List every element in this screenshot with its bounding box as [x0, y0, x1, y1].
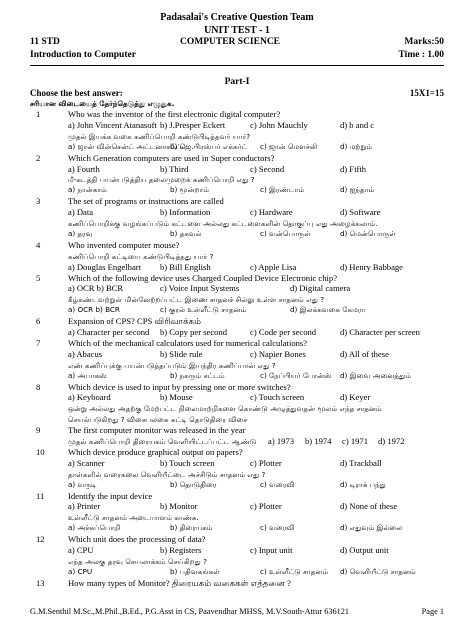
option-2: b) மூன்றாம்: [170, 185, 210, 195]
question-number: 11: [36, 490, 45, 501]
question-text: The first computer monitor was released in the year: [68, 425, 246, 436]
option-2: b) Touch screen: [160, 457, 215, 468]
option-2: b) Third: [160, 163, 189, 174]
option-3: c) Napier Bones: [250, 348, 306, 359]
option-1: a) CPU: [68, 566, 93, 576]
option-1: a) 1973: [268, 436, 295, 446]
option-4: d) டிராக் பந்து: [340, 479, 386, 489]
question-text: Identify the input device: [68, 490, 153, 501]
question-text-tamil: தாள்களில் வரைகலை வெளியீட்டை அச்சிடும் சாதனம் எது ?: [68, 469, 266, 479]
question-text: Who was the inventor of the first electronic digital computer?: [68, 109, 281, 119]
option-1: a) Keyboard: [68, 392, 111, 403]
option-3: c) Touch screen: [250, 392, 305, 403]
question-number: 6: [36, 316, 41, 327]
option-2: b) Bill English: [160, 261, 211, 272]
question-number: 13: [36, 577, 45, 588]
option-4: d) 1972: [378, 436, 405, 446]
option-2: b) 1974: [305, 436, 332, 446]
option-2: b) Information: [160, 207, 211, 218]
header-rule: [30, 65, 444, 66]
option-4: d) இவை அனைத்தும்: [340, 370, 412, 380]
question-number: 12: [36, 534, 45, 545]
option-1: a) அபாகஸ்: [68, 370, 107, 380]
option-4: d) மென்பொருள்: [340, 228, 396, 238]
option-3: c) Plotter: [250, 457, 282, 468]
option-2: b) தொடுதிரை: [170, 479, 217, 489]
footer-text: G.M.Senthil M.Sc.,M.Phil.,B.Ed., P.G.Asst in CS, Paavendhar MHSS, M.V.South-Attur 636121: [30, 607, 350, 616]
option-3: c) வரைவி: [260, 479, 295, 489]
option-4: d) வெளியீட்டு சாதனம்: [340, 566, 416, 576]
question-text-tamil: முதல் இயக்க வகை கணிப்பொறி கண்டுபிடித்தவர் யார்?: [68, 131, 251, 141]
question-text: Which device produce graphical output on papers?: [68, 446, 243, 457]
option-3: c) 1971: [342, 436, 369, 446]
question-number: 7: [36, 337, 41, 348]
question-text: The set of programs or instructions are called: [68, 196, 224, 207]
option-4: d) எதுவும் இல்லை: [340, 523, 403, 533]
option-3: c) Hardware: [250, 207, 293, 218]
question-text-tamil: கணிப்பொறிக்கு வழங்கப்படும் கட்டளை அல்லது கட்டளைகளின் தொகுப்பு எது அழைக்கலாம்.: [68, 219, 378, 228]
option-3: c) வரைவி: [260, 523, 295, 533]
option-2: b) பதிவகங்கள்: [170, 566, 220, 576]
question-text-tamil: கீழ்கண்டவற்றுள் மின்னேற்றப்பட்ட இணை சாதனச் சில்லு உள்ள சாதனம் எது ?: [68, 295, 325, 305]
option-1: a) Data: [68, 207, 94, 218]
team-title: Padasalai's Creative Question Team: [160, 12, 314, 23]
option-4: d) ஐந்தாம்: [340, 185, 375, 195]
question-number: 5: [36, 272, 41, 283]
option-3: c) Plotter: [250, 501, 282, 512]
question-text-tamil: செயல்படுகிறது ? விசைபலகை சுட்டி தொடுதிரை விசை: [68, 415, 248, 425]
question-text: Who invented computer mouse?: [68, 239, 180, 250]
option-3: c) Second: [250, 163, 285, 174]
option-1: a) Abacus: [68, 348, 103, 359]
option-4: d) Henry Babbage: [340, 261, 403, 272]
time-label: Time : 1.00: [398, 50, 444, 60]
question-text: How many types of Monitor? திரையகம் வகைகள் எத்தனை ?: [68, 577, 291, 588]
question-text: Which of the following device uses Charged Coupled Device Electronic chip?: [68, 272, 338, 283]
option-4: d) Software: [340, 207, 381, 218]
page-number: Page 1: [421, 607, 444, 616]
option-1: a) Fourth: [68, 163, 100, 174]
option-2: b) Slide rule: [160, 348, 203, 359]
option-4: d) Fifth: [340, 163, 367, 174]
part-heading: Part-I: [224, 77, 250, 87]
question-number: 1: [36, 109, 41, 119]
question-text-tamil: முதல் கணிப்பொறி திரையகம் வெளியிட்டப்பட்ட ஆண்டு: [68, 437, 257, 446]
question-text-tamil: எண் கணிப்புக்கு பயன்படுத்தப்படும் இயந்திர கணிப்பான் எது ?: [68, 360, 276, 370]
question-number: 4: [36, 239, 41, 250]
score-label: 15X1=15: [409, 88, 444, 98]
option-1: a) அச்சுப்பொறி: [68, 523, 121, 533]
option-4: d) மற்றும்: [340, 141, 373, 151]
option-3: c) Input unit: [250, 545, 293, 555]
option-4: d) Keyer: [340, 392, 371, 403]
option-2: b) Registers: [160, 545, 202, 555]
option-2: c) குரல் உள்ளீட்டு சாதனம்: [160, 305, 247, 315]
option-2: b) Monitor: [160, 501, 198, 512]
option-4: d) Trackball: [340, 457, 382, 468]
question-number: 9: [36, 425, 41, 436]
option-3: c) வன்பொருள்: [260, 228, 311, 238]
instruction-tamil: சரியான விடையைத் தேர்ந்தெடுத்து எழுதுக.: [30, 99, 175, 108]
option-4: d) All of these: [340, 348, 389, 359]
option-4: d) Output unit: [340, 545, 389, 555]
option-2: b) திரையகம்: [170, 523, 213, 533]
question-number: 8: [36, 381, 41, 392]
option-3: c) உள்ளீட்டு சாதனம்: [260, 566, 329, 576]
option-1: a) Character per second: [68, 327, 150, 337]
question-text-tamil: மீ-கடத்தி பயன்படுத்திய தலைமுறைக் கணிப்பொறி எது ?: [68, 175, 255, 185]
marks-label: Marks:50: [404, 37, 444, 47]
option-3: d) Digital camera: [290, 283, 351, 294]
option-3: c) Apple Lisa: [250, 261, 297, 272]
question-number: 3: [36, 196, 41, 207]
option-1: a) Douglas Engelbart: [68, 261, 142, 272]
question-text: Expansion of CPS? CPS விரிவாக்கம்: [68, 316, 202, 327]
question-number: 2: [36, 152, 41, 163]
option-3: c) இரண்டாம்: [260, 185, 305, 195]
question-number: 10: [36, 446, 45, 457]
option-2: b) Copy per second: [160, 327, 228, 337]
option-1: a) தரவு: [68, 228, 93, 238]
subject-label: COMPUTER SCIENCE: [180, 37, 281, 47]
topic-label: Introduction to Computer: [30, 50, 136, 60]
option-3: c) Code per second: [250, 327, 317, 337]
option-3: c) நேப்பியர் போன்ஸ்: [260, 370, 332, 380]
question-text: Which of the mechanical calculators used for numerical calculations?: [68, 337, 308, 348]
std-label: 11 STD: [30, 37, 60, 47]
option-2: b) J.Presper Eckert: [160, 119, 226, 130]
question-text-tamil: உள்ளீட்டு சாதனம் அடையாளம் காண்க.: [68, 513, 199, 523]
option-1: a) Scanner: [68, 457, 105, 468]
option-4: d) Character per screen: [340, 327, 420, 337]
option-1: a) வருடி: [68, 479, 97, 489]
option-2: b) நகரும் சட்டம்: [170, 370, 225, 380]
option-2: b) தகவல்: [170, 228, 202, 238]
option-1: a) CPU: [68, 545, 94, 555]
instruction-english: Choose the best answer:: [30, 88, 123, 98]
option-3: d) இலக்கவகை கேமரா: [290, 305, 366, 315]
question-text-tamil: எந்த அலகு தரவு செயலாக்கம் செய்கிறது ?: [68, 556, 207, 566]
option-1: a) நான்காம்: [68, 185, 107, 195]
option-1: a) OCR b) BCR: [68, 283, 124, 294]
question-text-tamil: கணிப்பொறி சுட்டியை கண்டுபிடித்தது யார் ?: [68, 251, 214, 261]
option-3: c) ஜான் மௌச்லி: [260, 141, 318, 151]
question-text: Which unit does the processing of data?: [68, 534, 206, 545]
option-1: a) Printer: [68, 501, 101, 512]
option-2: b) Mouse: [160, 392, 193, 403]
option-1: a) ஜான் வின்சென்ட் அட்டனாசஃப்ட்: [68, 141, 188, 151]
option-3: c) John Mauchly: [250, 119, 308, 130]
unit-test-title: UNIT TEST - 1: [204, 25, 270, 36]
question-text: Which device is used to input by pressing one or more switches?: [68, 381, 291, 392]
footer: [30, 607, 444, 616]
question-text: Which Generation computers are used in Super conductors?: [68, 152, 275, 163]
option-2: b) ஜெ.பிரஸ்பர் எக்கர்ட்: [170, 141, 248, 151]
option-4: d) None of these: [340, 501, 398, 512]
option-1: a) John Vincent Atanasoft: [68, 119, 157, 130]
option-2: c) Voice Input Systems: [160, 283, 240, 294]
question-text-tamil: ஒன்று அல்லது அதற்கு மேற்பட்ட நிலைமாற்றிகளை கொண்டு அழுத்துவதன் மூலம் எந்த சாதனம்: [68, 404, 382, 414]
option-1: a) OCR b) BCR: [68, 305, 120, 315]
option-4: d) b and c: [340, 119, 375, 130]
